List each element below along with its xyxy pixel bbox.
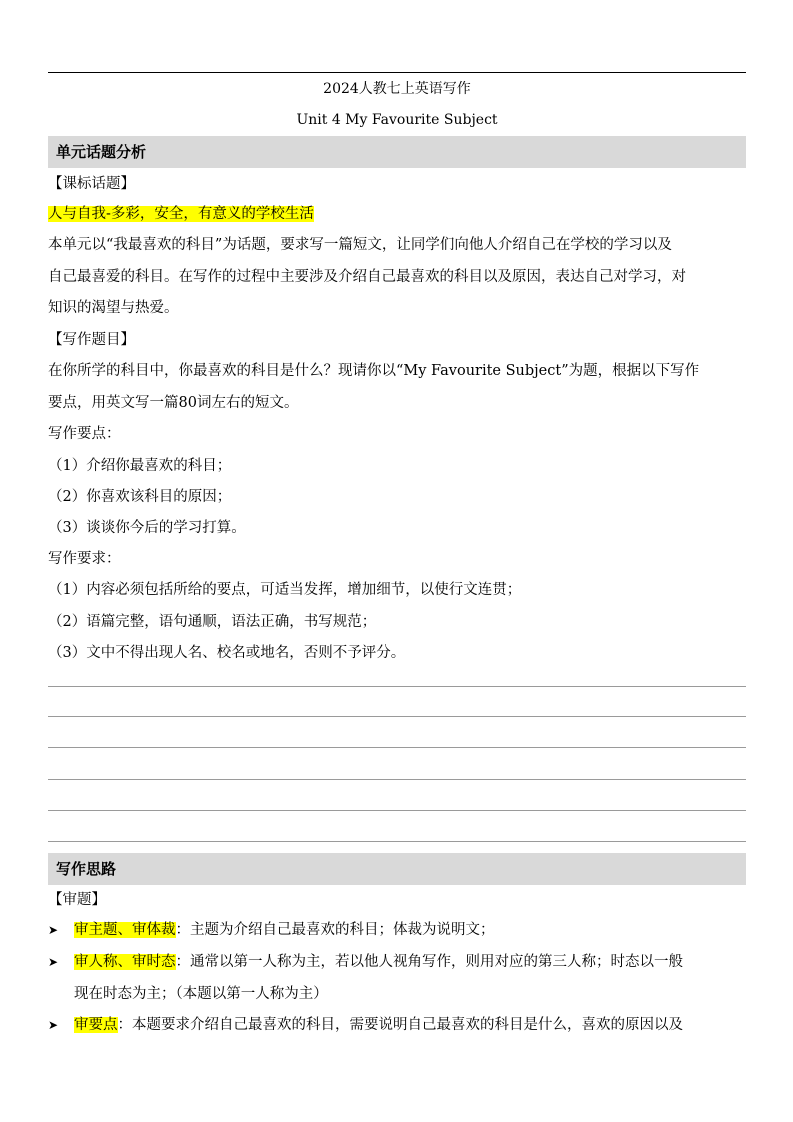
points-label: 写作要点： bbox=[48, 426, 121, 442]
intro-line: 自己最喜爱的科目。在写作的过程中主要涉及介绍自己最喜欢的科目以及原因，表达自己对学习，对 bbox=[48, 269, 686, 285]
review-bullet bbox=[48, 914, 746, 946]
answer-blank-line[interactable] bbox=[48, 779, 746, 780]
requirement-item: （1）内容必须包括所给的要点，可适当发挥，增加细节，以使行文连贯； bbox=[48, 582, 522, 598]
section-heading-topic-analysis: 单元话题分析 bbox=[48, 136, 746, 168]
requirement-item: （2）语篇完整，语句通顺，语法正确，书写规范； bbox=[48, 614, 377, 630]
arrow-bullet-icon: ➤ bbox=[48, 923, 59, 937]
answer-blank-line[interactable] bbox=[48, 810, 746, 811]
prompt-line: 要点，用英文写一篇80词左右的短文。 bbox=[48, 395, 299, 411]
bullet-key: 审主题、审体裁 bbox=[74, 922, 176, 938]
point-item: （2）你喜欢该科目的原因； bbox=[48, 489, 232, 505]
label-curriculum-topic: 【课标话题】 bbox=[48, 176, 135, 192]
bullet-text: ：通常以第一人称为主，若以他人视角写作，则用对应的第三人称；时态以一般 bbox=[175, 954, 683, 970]
bullet-key: 审要点 bbox=[74, 1017, 118, 1033]
top-rule bbox=[48, 72, 746, 73]
bullet-text: ：本题要求介绍自己最喜欢的科目，需要说明自己最喜欢的科目是什么，喜欢的原因以及 bbox=[117, 1017, 683, 1033]
topic-highlight-line bbox=[48, 204, 746, 224]
prompt-line: 在你所学的科目中，你最喜欢的科目是什么？现请你以“My Favourite Subject”为题，根据以下写作 bbox=[48, 363, 700, 379]
requirement-item: （3）文中不得出现人名、校名或地名，否则不予评分。 bbox=[48, 645, 406, 661]
document-subtitle: Unit 4 My Favourite Subject bbox=[296, 112, 498, 128]
bullet-continuation: 现在时态为主；（本题以第一人称为主） bbox=[74, 986, 328, 1002]
review-bullet bbox=[48, 1009, 746, 1041]
point-item: （3）谈谈你今后的学习打算。 bbox=[48, 520, 246, 536]
arrow-bullet-icon: ➤ bbox=[48, 1018, 59, 1032]
point-item: （1）介绍你最喜欢的科目； bbox=[48, 458, 232, 474]
answer-blank-line[interactable] bbox=[48, 686, 746, 687]
section-heading-writing-approach: 写作思路 bbox=[48, 853, 746, 885]
arrow-bullet-icon: ➤ bbox=[48, 955, 59, 969]
topic-highlight: 人与自我-多彩，安全，有意义的学校生活 bbox=[48, 206, 314, 222]
review-bullet bbox=[48, 946, 746, 1010]
intro-line: 本单元以“我最喜欢的科目”为话题，要求写一篇短文，让同学们向他人介绍自己在学校的学习以及 bbox=[48, 237, 672, 253]
answer-blank-line[interactable] bbox=[48, 716, 746, 717]
document-title: 2024人教七上英语写作 bbox=[323, 81, 471, 97]
answer-blank-line[interactable] bbox=[48, 747, 746, 748]
requirements-label: 写作要求： bbox=[48, 551, 121, 567]
label-review: 【审题】 bbox=[48, 892, 106, 908]
intro-line: 知识的渴望与热爱。 bbox=[48, 300, 179, 316]
label-writing-prompt: 【写作题目】 bbox=[48, 332, 135, 348]
bullet-key: 审人称、审时态 bbox=[74, 954, 176, 970]
answer-blank-line[interactable] bbox=[48, 841, 746, 842]
bullet-text: ：主题为介绍自己最喜欢的科目；体裁为说明文； bbox=[175, 922, 495, 938]
